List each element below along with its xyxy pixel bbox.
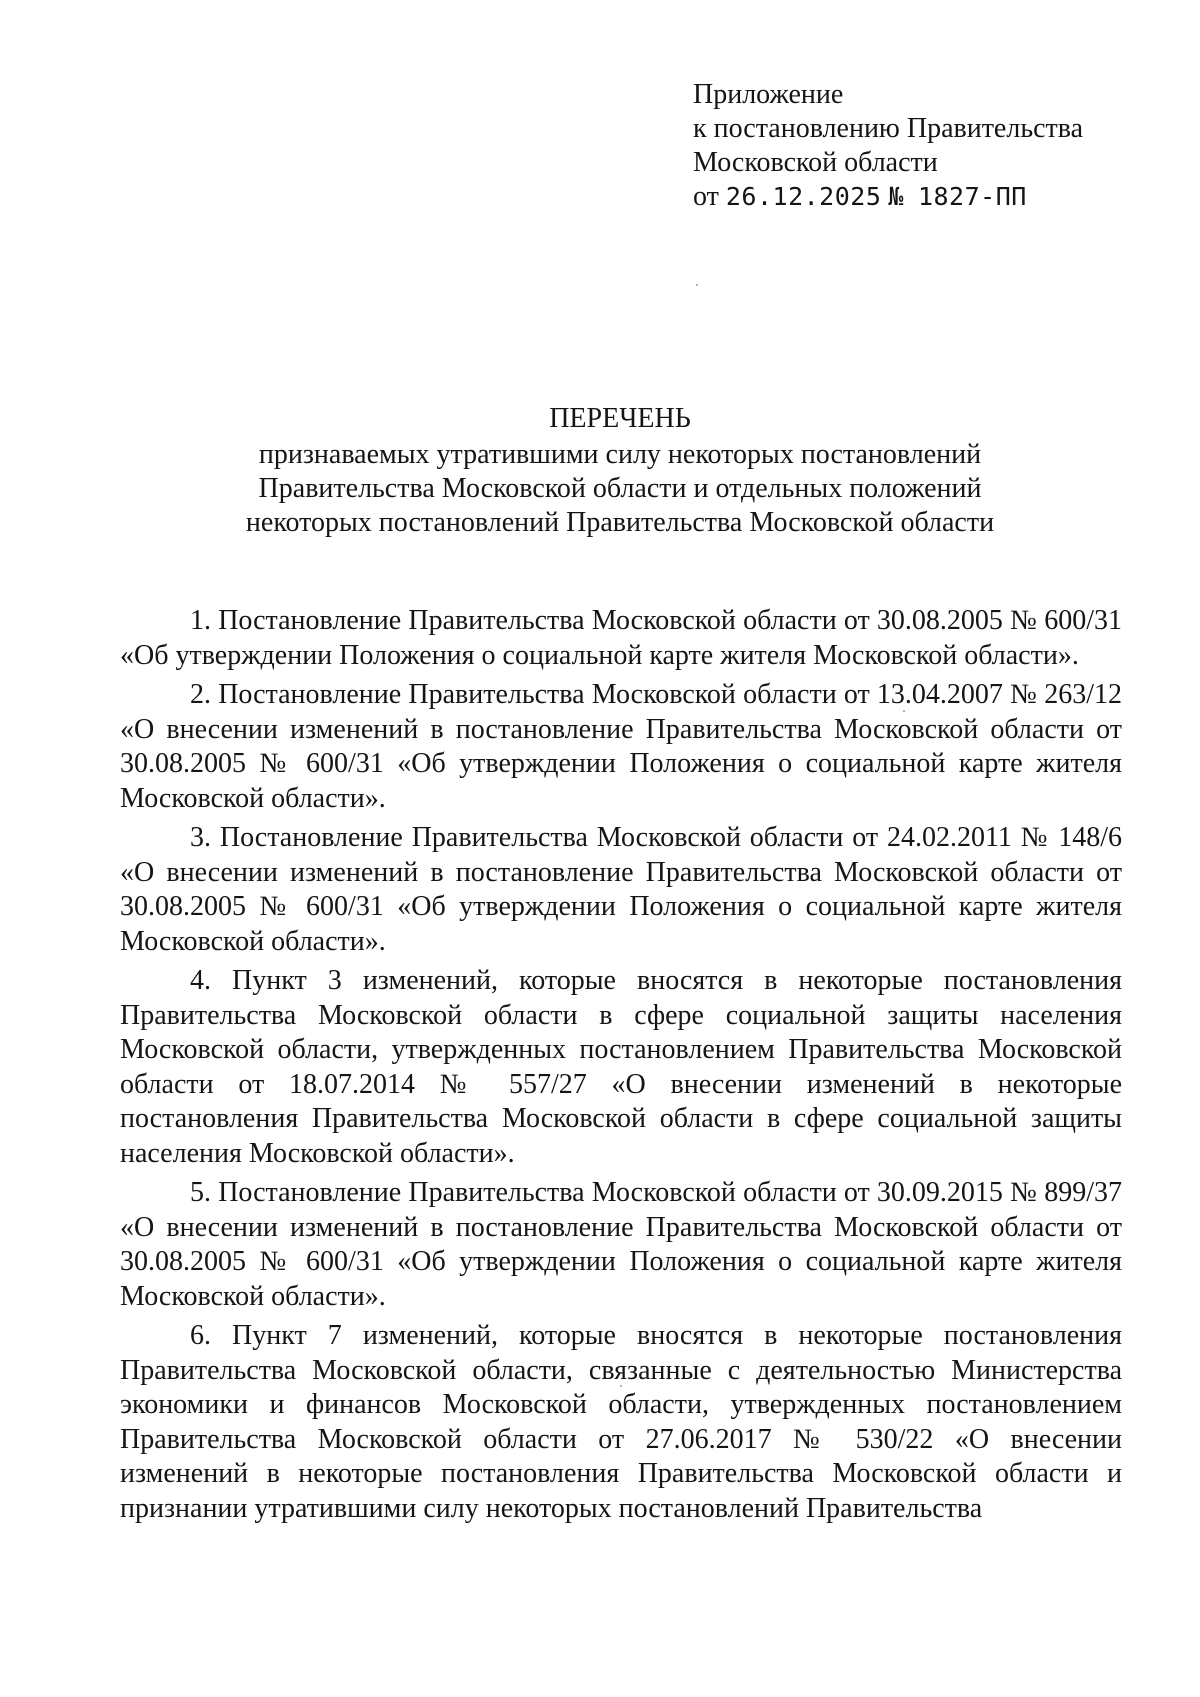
- list-item-6: 6. Пункт 7 изменений, которые вносятся в некоторые постановления Правительства Московской области, связанные с деятельностью Министерства экономики и финансов Московской области, утвержденных постановлением Правительства Московской области от 27.06.2017 № 530/22 «О внесении изменений в некоторые постановления Правительства Московской области и признании утратившими силу некоторых постановлений Правительства: [120, 1320, 1122, 1524]
- appendix-reference: к постановлению Правительства: [693, 113, 1084, 144]
- appendix-label: Приложение: [693, 79, 844, 110]
- list-item-4: 4. Пункт 3 изменений, которые вносятся в некоторые постановления Правительства Московской области в сфере социальной защиты населения Московской области, утвержденных постановлением Правительства Московской области от 18.07.2014 № 557/27 «О внесении изменений в некоторые постановления Правительства Московской области в сфере социальной защиты населения Московской области».: [120, 965, 1122, 1169]
- list-item-3: 3. Постановление Правительства Московской области от 24.02.2011 № 148/6 «О внесении изменений в постановление Правительства Московской области от 30.08.2005 № 600/31 «Об утверждении Положения о социальной карте жителя Московской области».: [120, 822, 1122, 957]
- date-prefix: от: [693, 181, 719, 212]
- subtitle-line-2: Правительства Московской области и отдельных положений: [258, 473, 982, 504]
- appendix-header: [693, 78, 1083, 214]
- number-sign: №: [888, 182, 904, 211]
- appendix-date-line: [693, 180, 1083, 214]
- subtitle-line-1: признаваемых утратившими силу некоторых постановлений: [258, 439, 982, 470]
- document-heading: [220, 402, 1020, 540]
- subtitle-line-3: некоторых постановлений Правительства Московской области: [245, 507, 995, 538]
- resolution-date: 26.12.2025: [725, 182, 882, 211]
- resolution-number: 1827-ПП: [917, 182, 1027, 211]
- scan-speck: [696, 284, 698, 286]
- appendix-region: Московской области: [693, 147, 938, 178]
- document-body: [120, 604, 1122, 1531]
- scan-speck: [903, 710, 905, 712]
- scan-speck: [620, 1385, 622, 1387]
- list-item-2: 2. Постановление Правительства Московской области от 13.04.2007 № 263/12 «О внесении изменений в постановление Правительства Московской области от 30.08.2005 № 600/31 «Об утверждении Положения о социальной карте жителя Московской области».: [120, 679, 1122, 814]
- list-item-5: 5. Постановление Правительства Московской области от 30.09.2015 № 899/37 «О внесении изменений в постановление Правительства Московской области от 30.08.2005 № 600/31 «Об утверждении Положения о социальной карте жителя Московской области».: [120, 1177, 1122, 1312]
- list-item-1: 1. Постановление Правительства Московской области от 30.08.2005 № 600/31 «Об утверждении Положения о социальной карте жителя Московской области».: [120, 605, 1122, 671]
- document-title: ПЕРЕЧЕНЬ: [549, 403, 691, 434]
